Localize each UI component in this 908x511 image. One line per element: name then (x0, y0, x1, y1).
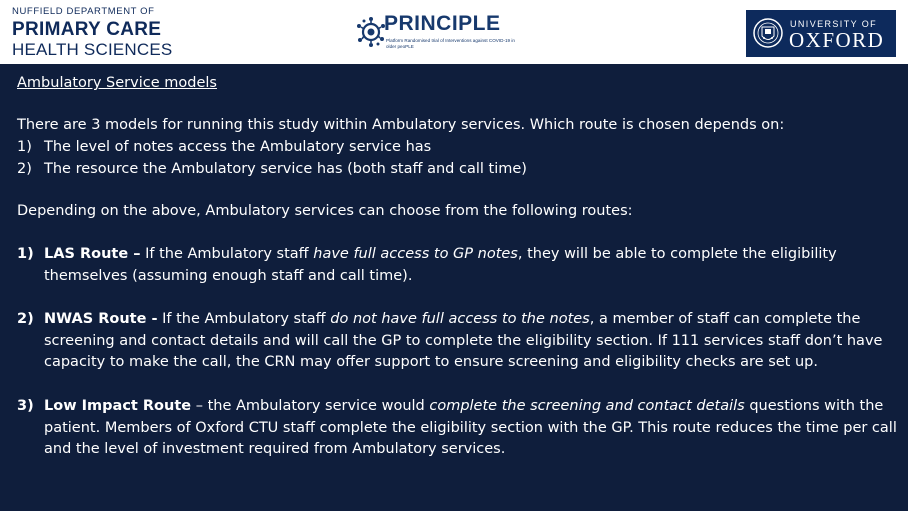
route-title: Low Impact Route (44, 398, 192, 414)
route-body (44, 396, 897, 461)
route-text: questions with the patient. Members of Oxford CTU staff complete the eligibility section with the GP. This route reduces the time per call and the level of investment required from Ambulatory services. (44, 398, 897, 458)
principle-logo (356, 10, 516, 54)
route-emphasis: have full access to GP notes (313, 246, 518, 262)
virus-icon (356, 14, 386, 50)
route-item-low-impact (17, 396, 897, 461)
route-text: , a member of staff can complete the screening and contact details and will call the GP to complete the eligibility section. If 111 services staff don’t have capacity to make the call, the CRN may offer support to ensure screening and eligibility checks are set up. (44, 311, 883, 371)
npc-logo-line3: HEALTH SCIENCES (12, 39, 173, 59)
oxford-university-of: UNIVERSITY OF (790, 19, 878, 29)
route-title: LAS Route – (44, 246, 141, 262)
list-item-text: The level of notes access the Ambulatory service has (44, 139, 432, 155)
principle-tagline: Platform Randomised trial of Interventions against COVID-19 in older peoPLE (386, 38, 515, 49)
list-item (17, 159, 527, 181)
route-text: , they will be able to complete the eligibility themselves (assuming enough staff and call time). (44, 246, 837, 284)
intro-list (17, 137, 527, 180)
route-emphasis: complete the screening and contact details (429, 398, 745, 414)
list-item-text: The resource the Ambulatory service has (both staff and call time) (44, 160, 527, 177)
oxford-logo (746, 10, 896, 57)
route-number: 2) (17, 311, 34, 327)
list-item-number: 2) (17, 160, 32, 177)
header-bar (0, 0, 908, 64)
intro-text: There are 3 models for running this study within Ambulatory services. Which route is chosen depends on: (17, 117, 785, 133)
routes-intro-text: Depending on the above, Ambulatory services can choose from the following routes: (17, 203, 633, 219)
route-item-nwas (17, 309, 897, 374)
oxford-crest-icon (752, 14, 784, 53)
oxford-wordmark: OXFORD (789, 28, 885, 52)
section-heading: Ambulatory Service models (17, 75, 217, 91)
npc-logo-line1: NUFFIELD DEPARTMENT OF (12, 6, 155, 17)
list-item (17, 137, 527, 159)
route-body (44, 309, 897, 374)
route-number: 1) (17, 246, 34, 262)
route-text: – the Ambulatory service would (191, 398, 430, 414)
npc-logo-line2: PRIMARY CARE (12, 18, 162, 40)
route-body (44, 244, 897, 287)
route-text: If the Ambulatory staff (157, 311, 331, 327)
route-item-las (17, 244, 897, 287)
route-number: 3) (17, 398, 34, 414)
npc-logo (12, 7, 172, 58)
route-text: If the Ambulatory staff (140, 246, 314, 262)
principle-name: PRINCIPLE (384, 12, 501, 35)
route-emphasis: do not have full access to the notes (330, 311, 590, 327)
route-title: NWAS Route - (44, 311, 158, 327)
list-item-number: 1) (17, 139, 32, 155)
